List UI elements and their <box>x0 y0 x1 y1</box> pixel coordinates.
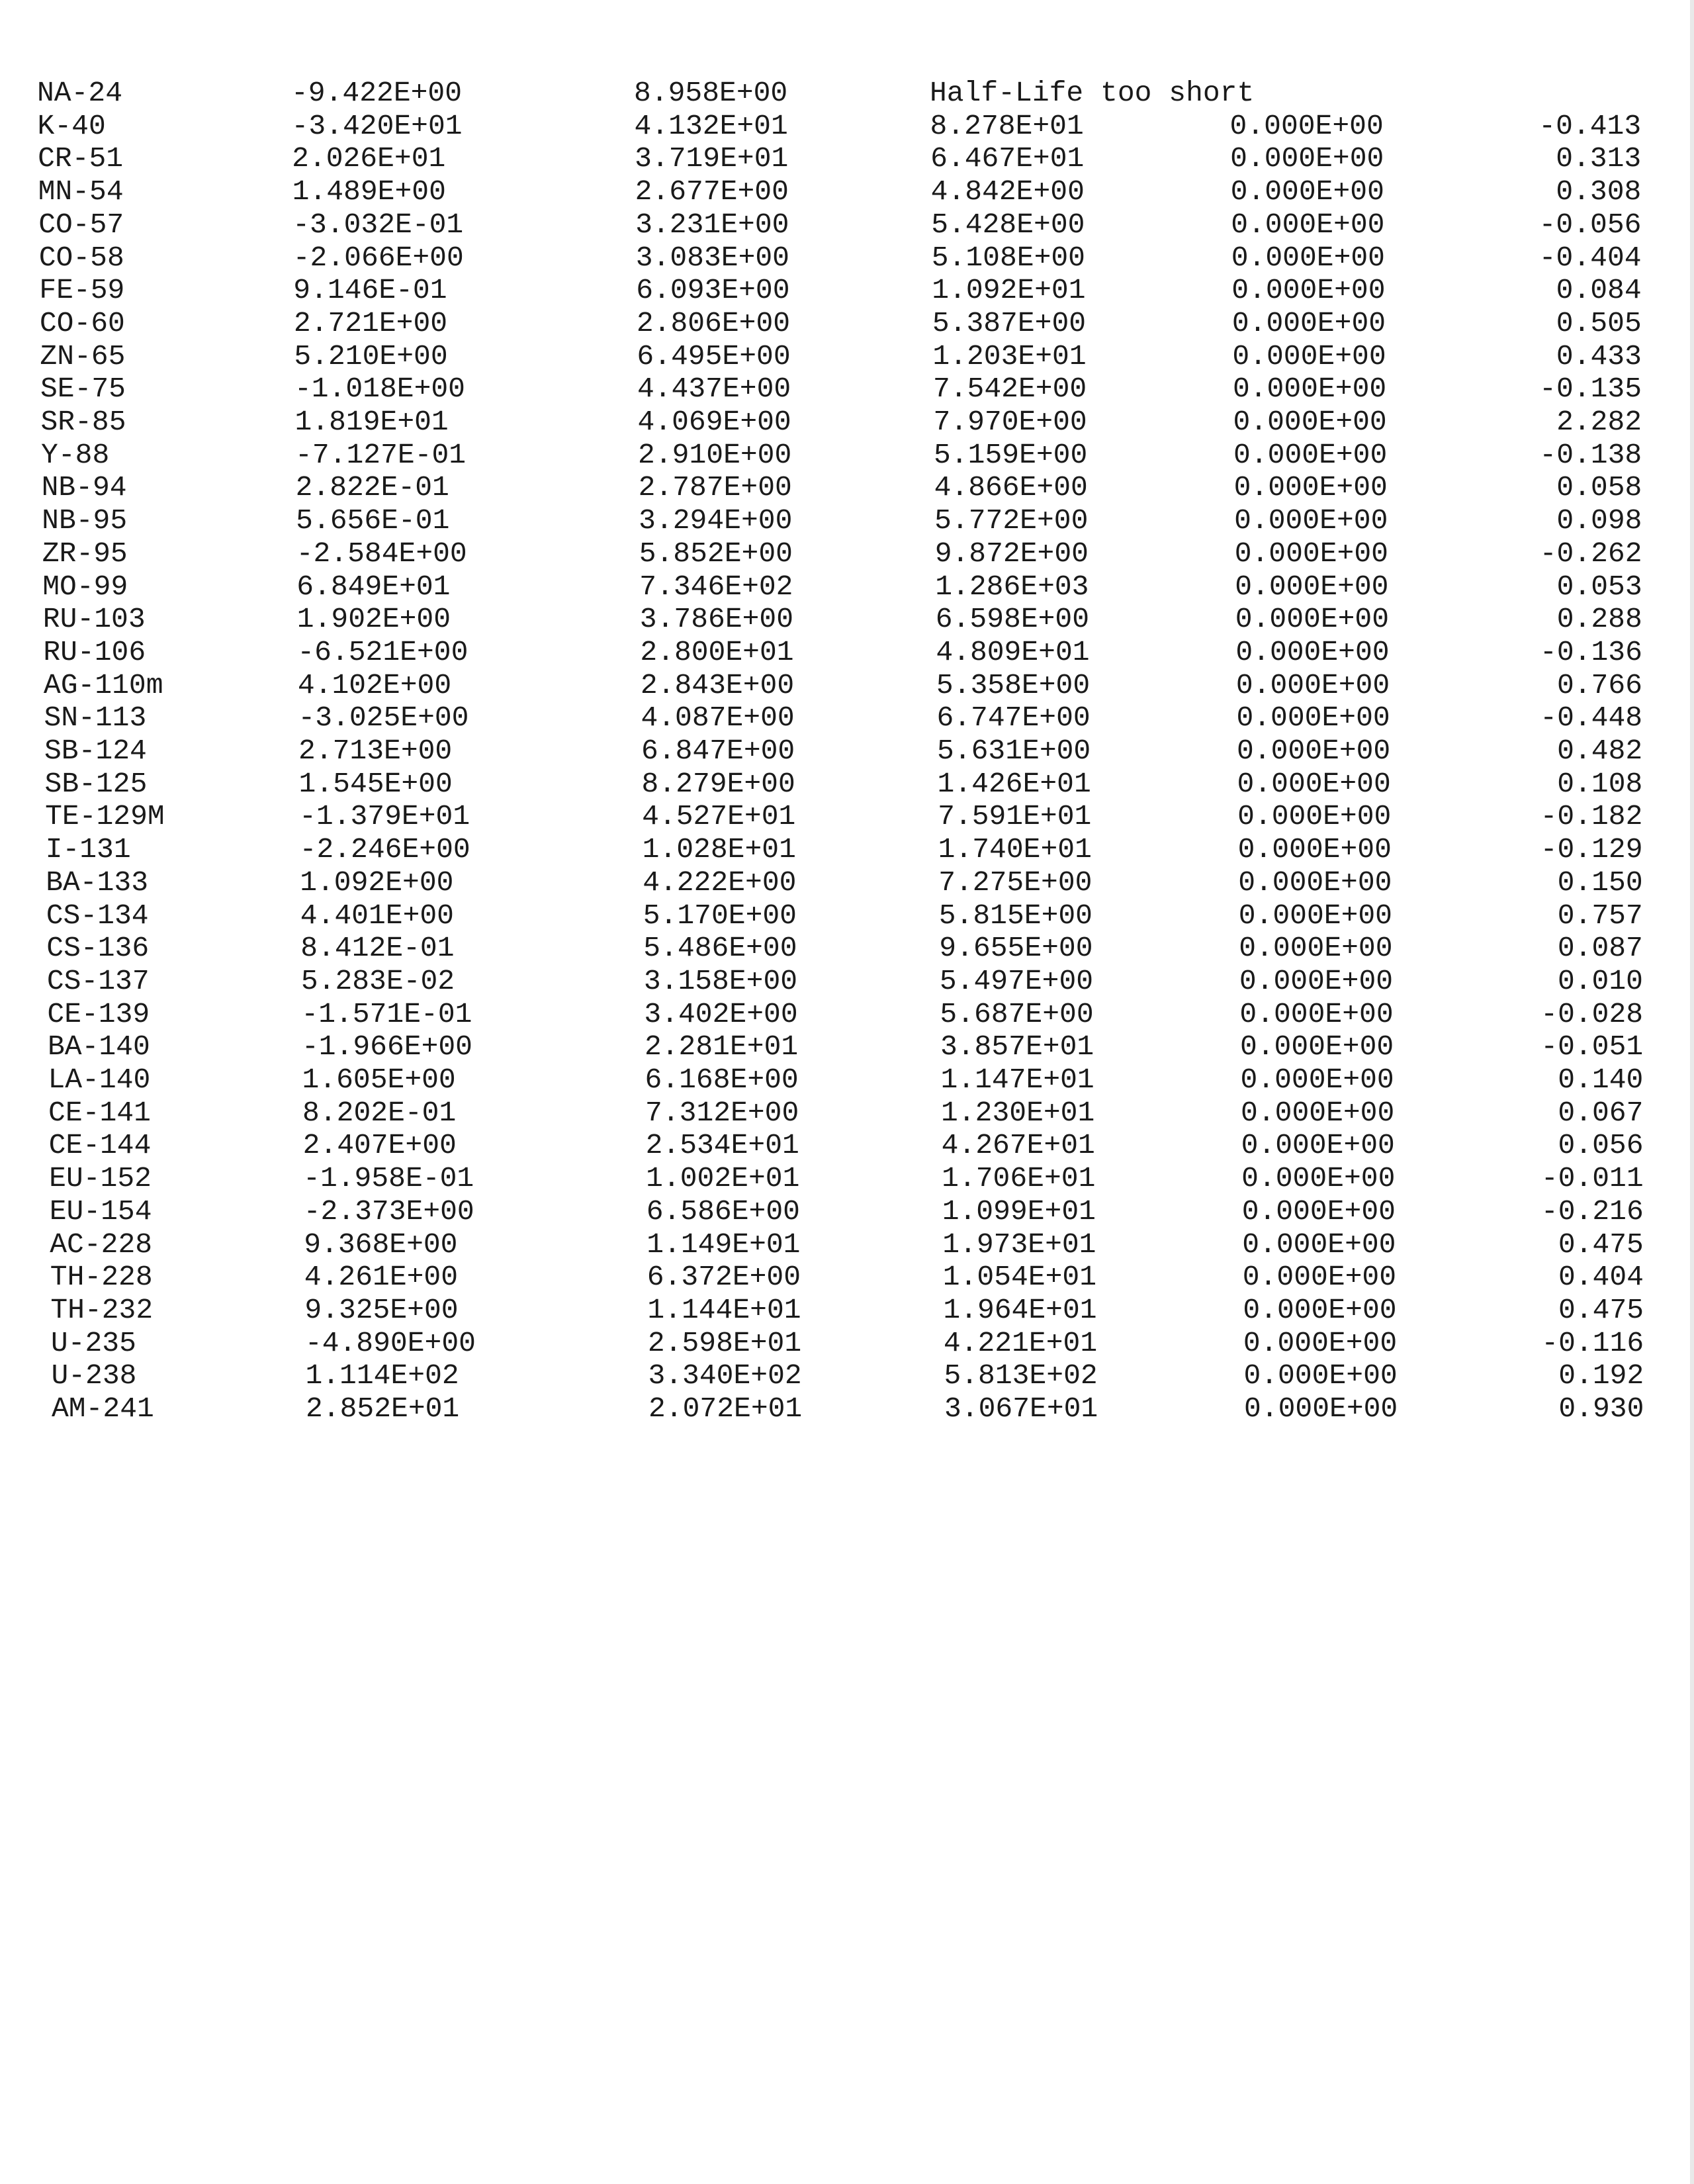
value-col-5: 0.766 <box>1556 668 1642 702</box>
value-col-4: 0.000E+00 <box>1244 1392 1398 1425</box>
nuclide-name: AM-241 <box>52 1392 154 1425</box>
value-col-1: 4.261E+00 <box>304 1261 459 1294</box>
value-col-4: 0.000E+00 <box>1232 340 1386 373</box>
value-col-1: -1.571E-01 <box>301 997 472 1030</box>
value-col-1: -7.127E-01 <box>295 438 467 471</box>
value-col-3: 4.866E+00 <box>934 471 1088 504</box>
value-col-1: -1.379E+01 <box>299 800 470 833</box>
table-row <box>0 901 1694 931</box>
value-col-1: 2.721E+00 <box>293 306 448 340</box>
table-row <box>0 177 1694 207</box>
nuclide-name: AC-228 <box>50 1228 153 1261</box>
value-col-2: 4.437E+00 <box>637 373 791 406</box>
nuclide-name: U-238 <box>51 1359 137 1392</box>
nuclide-name: TH-228 <box>50 1261 153 1294</box>
value-col-3: 8.278E+01 <box>930 109 1084 142</box>
value-col-2: 1.144E+01 <box>647 1293 801 1326</box>
table-row <box>0 407 1694 437</box>
value-col-3: Half-Life too short <box>930 77 1255 109</box>
table-row <box>0 1130 1694 1161</box>
value-col-2: 6.847E+00 <box>641 735 795 767</box>
value-col-3: 5.813E+02 <box>944 1359 1098 1392</box>
value-col-4: 0.000E+00 <box>1237 800 1392 833</box>
value-col-4: 0.000E+00 <box>1239 1030 1394 1064</box>
value-col-1: 5.210E+00 <box>294 340 448 373</box>
value-col-5: -0.216 <box>1540 1195 1644 1228</box>
value-col-5: 0.053 <box>1556 570 1642 603</box>
value-col-2: 6.093E+00 <box>636 274 790 307</box>
value-col-4: 0.000E+00 <box>1243 1326 1398 1359</box>
nuclide-name: TE-129M <box>45 800 165 833</box>
table-row <box>0 1163 1694 1194</box>
value-col-2: 1.002E+01 <box>646 1162 800 1195</box>
value-col-1: 6.849E+01 <box>296 570 451 603</box>
value-col-2: 3.340E+02 <box>648 1359 802 1392</box>
value-col-5: -0.404 <box>1538 241 1642 274</box>
value-col-2: 3.231E+00 <box>635 208 789 241</box>
value-col-4: 0.000E+00 <box>1238 899 1392 932</box>
value-col-4: 0.000E+00 <box>1235 635 1390 668</box>
value-col-1: 9.325E+00 <box>304 1293 459 1326</box>
value-col-2: 4.222E+00 <box>643 866 797 899</box>
value-col-3: 1.426E+01 <box>937 767 1091 800</box>
table-row <box>0 374 1694 404</box>
value-col-5: -0.136 <box>1540 635 1642 668</box>
value-col-5: 0.505 <box>1556 306 1642 340</box>
value-col-4: 0.000E+00 <box>1239 997 1394 1030</box>
value-col-2: 2.800E+01 <box>640 635 794 668</box>
value-col-3: 6.598E+00 <box>935 603 1090 636</box>
value-col-4: 0.000E+00 <box>1241 1195 1396 1228</box>
table-row <box>0 308 1694 339</box>
table-row <box>0 1394 1694 1424</box>
value-col-4: 0.000E+00 <box>1233 438 1388 471</box>
nuclide-name: ZR-95 <box>42 537 128 570</box>
value-col-1: -1.966E+00 <box>301 1030 472 1064</box>
value-col-5: 0.475 <box>1558 1228 1644 1261</box>
value-col-2: 5.170E+00 <box>643 899 797 932</box>
nuclide-name: CO-60 <box>39 306 125 340</box>
value-col-5: -0.182 <box>1540 800 1643 833</box>
value-col-5: 0.308 <box>1556 175 1642 208</box>
value-col-2: 2.072E+01 <box>648 1392 803 1425</box>
value-col-3: 5.159E+00 <box>934 438 1088 471</box>
table-row <box>0 1230 1694 1260</box>
value-col-3: 1.740E+01 <box>938 833 1092 866</box>
value-col-1: 9.368E+00 <box>304 1228 458 1261</box>
value-col-5: -0.262 <box>1539 537 1642 570</box>
value-col-2: 3.719E+01 <box>635 142 789 175</box>
value-col-4: 0.000E+00 <box>1237 735 1391 767</box>
value-col-1: 1.092E+00 <box>300 866 454 899</box>
value-col-4: 0.000E+00 <box>1237 833 1392 866</box>
value-col-3: 7.591E+01 <box>938 800 1092 833</box>
table-row <box>0 736 1694 766</box>
table-row <box>0 275 1694 306</box>
value-col-2: 3.402E+00 <box>644 997 798 1030</box>
nuclide-name: NA-24 <box>37 77 123 109</box>
table-row <box>0 1032 1694 1062</box>
value-col-3: 5.687E+00 <box>940 997 1094 1030</box>
value-col-3: 1.092E+01 <box>932 274 1086 307</box>
nuclide-name: CE-144 <box>48 1129 152 1162</box>
value-col-2: 2.910E+00 <box>638 438 792 471</box>
value-col-2: 6.168E+00 <box>645 1064 799 1096</box>
value-col-4: 0.000E+00 <box>1233 406 1387 438</box>
nuclide-name: U-235 <box>50 1326 136 1359</box>
table-row <box>0 539 1694 569</box>
value-col-3: 6.747E+00 <box>936 702 1091 735</box>
value-col-5: 0.010 <box>1557 964 1643 997</box>
table-row <box>0 111 1694 142</box>
value-col-1: 8.412E-01 <box>300 932 455 965</box>
value-col-1: -3.032E-01 <box>292 208 464 241</box>
value-col-4: 0.000E+00 <box>1239 964 1394 997</box>
value-col-5: 0.930 <box>1558 1392 1644 1425</box>
value-col-1: 1.114E+02 <box>305 1359 459 1392</box>
value-col-3: 5.631E+00 <box>937 735 1091 767</box>
value-col-5: 0.757 <box>1557 899 1643 932</box>
table-row <box>0 78 1694 109</box>
value-col-1: 1.902E+00 <box>296 603 451 636</box>
value-col-2: 2.843E+00 <box>640 668 795 702</box>
nuclide-name: SR-85 <box>40 406 126 438</box>
value-col-4: 0.000E+00 <box>1241 1096 1395 1129</box>
table-row <box>0 1328 1694 1359</box>
value-col-5: -0.116 <box>1541 1326 1644 1359</box>
nuclide-name: CO-57 <box>38 208 124 241</box>
value-col-2: 6.586E+00 <box>646 1195 800 1228</box>
value-col-2: 2.281E+01 <box>644 1030 799 1064</box>
value-col-3: 4.842E+00 <box>930 175 1085 208</box>
value-col-4: 0.000E+00 <box>1235 603 1390 636</box>
table-row <box>0 473 1694 503</box>
value-col-5: 0.433 <box>1556 340 1642 373</box>
nuclide-name: RU-106 <box>43 635 146 668</box>
value-col-4: 0.000E+00 <box>1235 668 1390 702</box>
value-col-5: 0.098 <box>1556 504 1642 537</box>
nuclide-name: CS-136 <box>46 932 150 965</box>
value-col-3: 5.108E+00 <box>931 241 1085 274</box>
value-col-5: -0.448 <box>1540 702 1643 735</box>
table-row <box>0 801 1694 832</box>
value-col-2: 7.312E+00 <box>645 1096 799 1129</box>
nuclide-name: CR-51 <box>38 142 124 175</box>
value-col-3: 1.054E+01 <box>942 1261 1097 1294</box>
value-col-1: 4.401E+00 <box>300 899 454 932</box>
nuclide-name: EU-154 <box>49 1195 152 1228</box>
value-col-5: -0.056 <box>1538 208 1642 241</box>
value-col-3: 7.275E+00 <box>938 866 1092 899</box>
table-row <box>0 637 1694 668</box>
value-col-3: 1.147E+01 <box>940 1064 1094 1096</box>
table-row <box>0 1098 1694 1128</box>
table-row <box>0 506 1694 536</box>
value-col-5: 0.313 <box>1556 142 1642 175</box>
table-row <box>0 1295 1694 1326</box>
value-col-2: 3.158E+00 <box>643 964 798 997</box>
nuclide-name: BA-140 <box>47 1030 150 1064</box>
value-col-2: 2.534E+01 <box>645 1129 799 1162</box>
value-col-2: 6.372E+00 <box>646 1261 801 1294</box>
value-col-1: -1.958E-01 <box>303 1162 474 1195</box>
value-col-2: 4.132E+01 <box>634 109 788 142</box>
value-col-3: 7.542E+00 <box>932 373 1087 406</box>
value-col-5: 0.108 <box>1557 767 1643 800</box>
value-col-3: 4.221E+01 <box>943 1326 1098 1359</box>
table-row <box>0 243 1694 273</box>
value-col-5: -0.135 <box>1539 373 1642 406</box>
value-col-1: 5.656E-01 <box>296 504 450 537</box>
value-col-1: -2.066E+00 <box>292 241 464 274</box>
value-col-4: 0.000E+00 <box>1232 373 1387 406</box>
value-col-1: 1.545E+00 <box>298 767 453 800</box>
value-col-5: -0.011 <box>1540 1162 1644 1195</box>
value-col-3: 3.067E+01 <box>944 1392 1098 1425</box>
nuclide-name: MN-54 <box>38 175 124 208</box>
value-col-5: 0.084 <box>1556 274 1642 307</box>
nuclide-name: SB-125 <box>44 767 148 800</box>
nuclide-name: CS-137 <box>46 964 150 997</box>
table-row <box>0 210 1694 240</box>
value-col-1: 1.819E+01 <box>294 406 449 438</box>
value-col-2: 7.346E+02 <box>639 570 793 603</box>
value-col-5: -0.138 <box>1539 438 1642 471</box>
value-col-3: 1.973E+01 <box>942 1228 1096 1261</box>
value-col-4: 0.000E+00 <box>1231 274 1386 307</box>
table-row <box>0 1262 1694 1293</box>
value-col-5: 0.192 <box>1558 1359 1644 1392</box>
value-col-1: -3.025E+00 <box>298 702 469 735</box>
value-col-4: 0.000E+00 <box>1241 1129 1395 1162</box>
value-col-3: 1.099E+01 <box>942 1195 1096 1228</box>
value-col-2: 2.806E+00 <box>636 306 791 340</box>
value-col-4: 0.000E+00 <box>1243 1293 1397 1326</box>
value-col-3: 9.872E+00 <box>934 537 1089 570</box>
table-row <box>0 999 1694 1030</box>
value-col-5: 0.056 <box>1558 1129 1644 1162</box>
value-col-4: 0.000E+00 <box>1240 1064 1394 1096</box>
value-col-3: 9.655E+00 <box>939 932 1093 965</box>
value-col-5: -0.028 <box>1540 997 1644 1030</box>
value-col-3: 7.970E+00 <box>933 406 1087 438</box>
value-col-3: 6.467E+01 <box>930 142 1085 175</box>
value-col-4: 0.000E+00 <box>1230 175 1384 208</box>
nuclide-name: CE-139 <box>47 997 150 1030</box>
value-col-3: 4.809E+01 <box>936 635 1090 668</box>
value-col-2: 5.486E+00 <box>643 932 797 965</box>
nuclide-name: TH-232 <box>50 1293 154 1326</box>
value-col-1: 8.202E-01 <box>302 1096 457 1129</box>
nuclide-name: RU-103 <box>42 603 146 636</box>
value-col-1: -4.890E+00 <box>304 1326 476 1359</box>
nuclide-name: K-40 <box>37 109 106 142</box>
value-col-4: 0.000E+00 <box>1234 504 1388 537</box>
value-col-2: 4.069E+00 <box>637 406 791 438</box>
value-col-5: 0.404 <box>1558 1261 1644 1294</box>
value-col-5: 0.140 <box>1558 1064 1644 1096</box>
value-col-5: 0.087 <box>1557 932 1643 965</box>
value-col-1: 2.822E-01 <box>295 471 449 504</box>
nuclide-name: NB-94 <box>41 471 127 504</box>
value-col-4: 0.000E+00 <box>1242 1228 1396 1261</box>
table-row <box>0 341 1694 372</box>
value-col-1: 4.102E+00 <box>297 668 452 702</box>
value-col-1: 2.026E+01 <box>292 142 446 175</box>
table-row <box>0 1361 1694 1391</box>
value-col-2: 5.852E+00 <box>639 537 793 570</box>
table-row <box>0 604 1694 635</box>
table-row <box>0 144 1694 174</box>
table-row <box>0 670 1694 701</box>
value-col-4: 0.000E+00 <box>1235 570 1389 603</box>
value-col-3: 5.497E+00 <box>939 964 1094 997</box>
table-row <box>0 572 1694 602</box>
value-col-5: 0.288 <box>1556 603 1642 636</box>
value-col-3: 5.358E+00 <box>936 668 1091 702</box>
table-row <box>0 703 1694 733</box>
value-col-4: 0.000E+00 <box>1237 767 1391 800</box>
table-row <box>0 868 1694 898</box>
table-row <box>0 835 1694 865</box>
table-row <box>0 769 1694 799</box>
nuclide-name: SB-124 <box>44 735 147 767</box>
nuclide-name: CS-134 <box>46 899 149 932</box>
table-row <box>0 933 1694 964</box>
value-col-3: 1.706E+01 <box>942 1162 1096 1195</box>
table-row <box>0 1065 1694 1095</box>
value-col-1: -9.422E+00 <box>291 77 463 109</box>
value-col-5: -0.413 <box>1538 109 1642 142</box>
value-col-2: 3.083E+00 <box>635 241 789 274</box>
nuclide-name: CE-141 <box>48 1096 151 1129</box>
value-col-3: 1.203E+01 <box>932 340 1087 373</box>
nuclide-name: AG-110m <box>43 668 163 702</box>
value-col-2: 2.677E+00 <box>635 175 789 208</box>
value-col-3: 5.772E+00 <box>934 504 1089 537</box>
value-col-2: 6.495E+00 <box>637 340 791 373</box>
value-col-1: -2.584E+00 <box>296 537 467 570</box>
value-col-1: 2.713E+00 <box>298 735 453 767</box>
value-col-4: 0.000E+00 <box>1236 702 1390 735</box>
value-col-4: 0.000E+00 <box>1238 866 1392 899</box>
value-col-5: -0.051 <box>1540 1030 1644 1064</box>
value-col-3: 5.815E+00 <box>938 899 1092 932</box>
table-row <box>0 966 1694 997</box>
value-col-5: 2.282 <box>1556 406 1642 438</box>
value-col-5: 0.150 <box>1557 866 1643 899</box>
value-col-4: 0.000E+00 <box>1239 932 1393 965</box>
value-col-4: 0.000E+00 <box>1233 471 1388 504</box>
nuclide-name: EU-152 <box>49 1162 152 1195</box>
value-col-2: 2.598E+01 <box>647 1326 802 1359</box>
value-col-2: 8.279E+00 <box>641 767 795 800</box>
value-col-1: 1.489E+00 <box>292 175 446 208</box>
value-col-4: 0.000E+00 <box>1234 537 1388 570</box>
nuclide-name: SN-113 <box>44 702 147 735</box>
value-col-1: 5.283E-02 <box>300 964 455 997</box>
value-col-4: 0.000E+00 <box>1231 241 1385 274</box>
nuclide-name: I-131 <box>45 833 131 866</box>
nuclide-name: LA-140 <box>48 1064 151 1096</box>
nuclide-name: BA-133 <box>46 866 149 899</box>
value-col-4: 0.000E+00 <box>1242 1261 1397 1294</box>
value-col-3: 5.428E+00 <box>931 208 1085 241</box>
value-col-2: 3.294E+00 <box>639 504 793 537</box>
value-col-4: 0.000E+00 <box>1229 109 1384 142</box>
value-col-4: 0.000E+00 <box>1231 208 1385 241</box>
value-col-2: 4.527E+01 <box>642 800 796 833</box>
value-col-4: 0.000E+00 <box>1231 306 1386 340</box>
value-col-2: 2.787E+00 <box>638 471 792 504</box>
value-col-5: 0.475 <box>1558 1293 1644 1326</box>
value-col-2: 3.786E+00 <box>639 603 794 636</box>
value-col-1: 9.146E-01 <box>293 274 447 307</box>
value-col-3: 5.387E+00 <box>932 306 1087 340</box>
value-col-1: -3.420E+01 <box>291 109 463 142</box>
nuclide-name: MO-99 <box>42 570 128 603</box>
value-col-5: -0.129 <box>1540 833 1643 866</box>
value-col-1: -1.018E+00 <box>294 373 465 406</box>
value-col-3: 3.857E+01 <box>940 1030 1094 1064</box>
value-col-4: 0.000E+00 <box>1241 1162 1396 1195</box>
table-row <box>0 440 1694 471</box>
nuclide-name: NB-95 <box>42 504 128 537</box>
value-col-1: -2.246E+00 <box>299 833 470 866</box>
value-col-2: 8.958E+00 <box>634 77 788 109</box>
value-col-5: 0.067 <box>1558 1096 1644 1129</box>
value-col-2: 4.087E+00 <box>641 702 795 735</box>
value-col-5: 0.482 <box>1557 735 1643 767</box>
value-col-4: 0.000E+00 <box>1243 1359 1398 1392</box>
table-row <box>0 1197 1694 1227</box>
value-col-1: -2.373E+00 <box>303 1195 474 1228</box>
value-col-4: 0.000E+00 <box>1230 142 1384 175</box>
value-col-3: 1.964E+01 <box>943 1293 1097 1326</box>
nuclide-name: Y-88 <box>41 438 110 471</box>
value-col-1: 2.852E+01 <box>306 1392 460 1425</box>
value-col-5: 0.058 <box>1556 471 1642 504</box>
scan-edge-border <box>1690 0 1694 2184</box>
value-col-2: 1.149E+01 <box>646 1228 801 1261</box>
value-col-1: 2.407E+00 <box>302 1129 457 1162</box>
nuclide-name: SE-75 <box>40 373 126 406</box>
value-col-1: 1.605E+00 <box>302 1064 456 1096</box>
value-col-3: 1.230E+01 <box>941 1096 1095 1129</box>
nuclide-name: ZN-65 <box>40 340 126 373</box>
nuclide-name: CO-58 <box>38 241 124 274</box>
value-col-1: -6.521E+00 <box>297 635 468 668</box>
value-col-3: 1.286E+03 <box>935 570 1089 603</box>
value-col-3: 4.267E+01 <box>941 1129 1095 1162</box>
nuclide-name: FE-59 <box>39 274 125 307</box>
value-col-2: 1.028E+01 <box>642 833 796 866</box>
